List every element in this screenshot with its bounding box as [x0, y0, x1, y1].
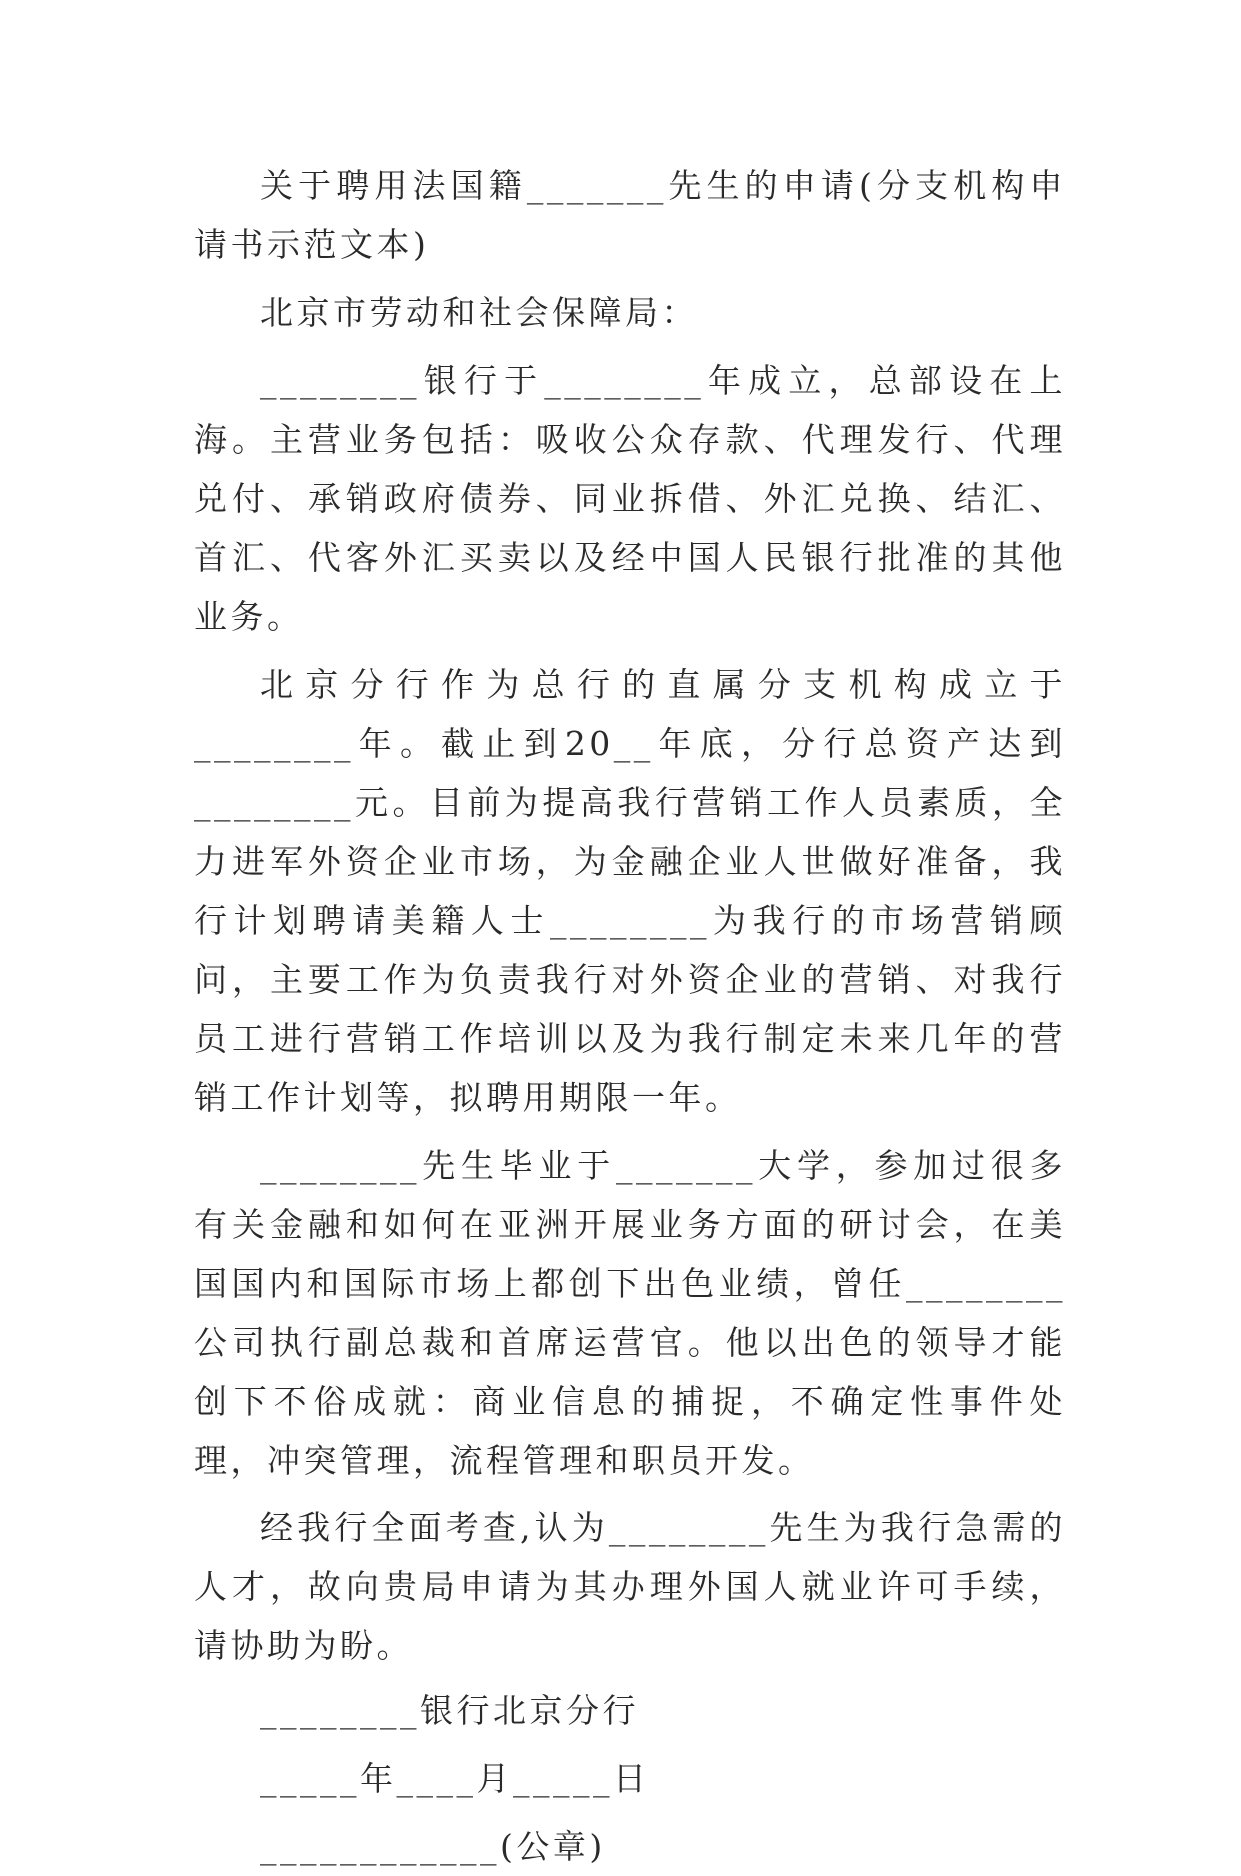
signature-seal: ____________(公章): [260, 1827, 606, 1866]
paragraph-candidate-background: ________先生毕业于_______大学，参加过很多有关金融和如何在亚洲开展业务方面的研讨会，在美国国内和国际市场上都创下出色业绩，曾任________公司执行副总裁和首席运营官。他以出色的领导才能创下不俗成就：商业信息的捕捉，不确定性事件处理，冲突管理，流程管理和职员开发。: [194, 1146, 1066, 1480]
signature-bank: ________银行北京分行: [260, 1691, 639, 1730]
document-title: 关于聘用法国籍_______先生的申请(分支机构申请书示范文本): [194, 166, 1066, 264]
paragraph-request: 经我行全面考查,认为________先生为我行急需的人才，故向贵局申请为其办理外国人就业许可手续，请协助为盼。: [194, 1508, 1066, 1665]
paragraph-bank-intro: ________银行于________年成立，总部设在上海。主营业务包括：吸收公众存款、代理发行、代理兑付、承销政府债券、同业拆借、外汇兑换、结汇、首汇、代客外汇买卖以及经中国人民银行批准的其他业务。: [194, 361, 1066, 636]
signature-date: _____年____月_____日: [260, 1759, 650, 1798]
paragraph-branch-plan: 北京分行作为总行的直属分支机构成立于________年。截止到20__年底，分行总资产达到________元。目前为提高我行营销工作人员素质，全力进军外资企业市场，为金融企业人世做好准备，我行计划聘请美籍人士________为我行的市场营销顾问，主要工作为负责我行对外资企业的营销、对我行员工进行营销工作培训以及为我行制定未来几年的营销工作计划等，拟聘用期限一年。: [194, 665, 1066, 1117]
recipient-line: 北京市劳动和社会保障局：: [260, 293, 698, 332]
document-body: [194, 156, 1066, 1876]
